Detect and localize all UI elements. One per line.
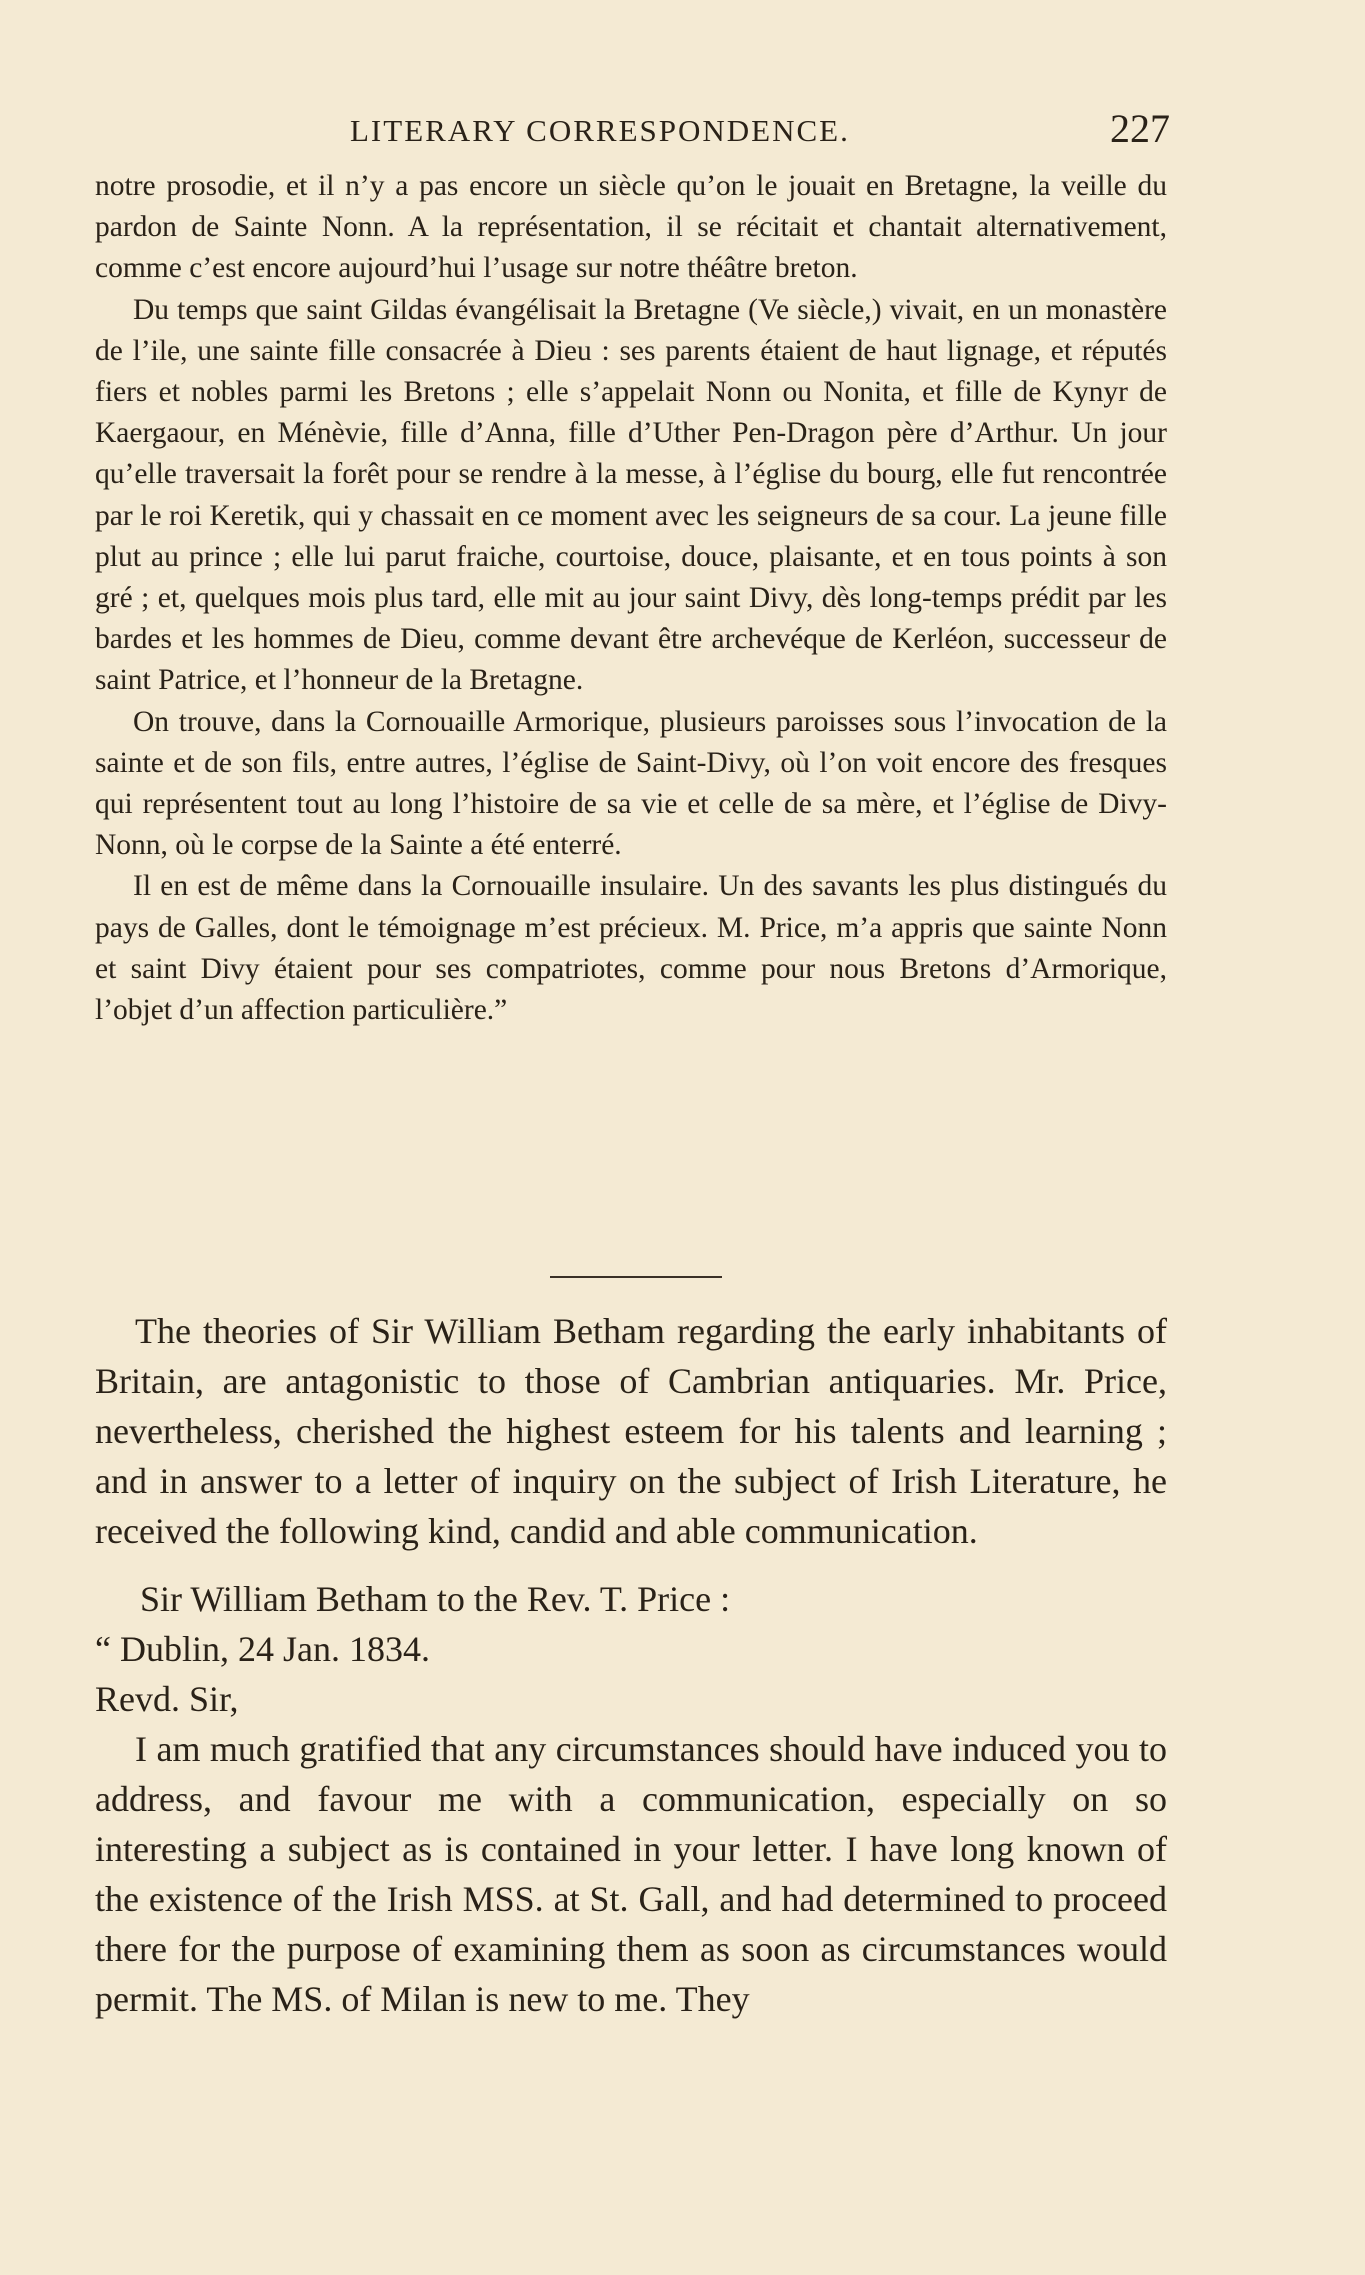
page-number: 227	[1110, 106, 1170, 151]
letter-body: I am much gratified that any circumstances should have induced you to address, and favour me with a communication, especially on so interesting a subject as is contained in your letter. I have long known of the existence of the Irish MSS. at St. Gall, and had determined to proceed there for the purpose of examining them as soon as circumstances would permit. The MS. of Milan is new to me. They	[95, 1729, 1167, 2019]
running-head: LITERARY CORRESPONDENCE.	[350, 113, 850, 148]
quote-paragraph-3: On trouve, dans la Cornouaille Armorique, plusieurs paroisses sous l’invocation de la sainte et de son fils, entre autres, l’église de Saint-Divy, où l’on voit encore des fresques qui représentent tout au long l’histoire de sa vie et celle de sa mère, et l’église de Divy-Nonn, où le corpse de la Sainte a été enterré.	[95, 705, 1167, 862]
letter-dateline: “ Dublin, 24 Jan. 1834.	[95, 1629, 430, 1669]
letter-salutation: Revd. Sir,	[95, 1679, 239, 1719]
intro-paragraph: The theories of Sir William Betham regarding the early inhabitants of Britain, are antagonistic to those of Cambrian antiquaries. Mr. Price, nevertheless, cherished the highest esteem for his talents and learning ; and in answer to a letter of inquiry on the subject of Irish Literature, he received the following kind, candid and able communication.	[95, 1311, 1167, 1551]
page-header	[95, 105, 1170, 165]
quote-paragraph-2: Du temps que saint Gildas évangélisait la Bretagne (Ve siècle,) vivait, en un monastère de l’ile, une sainte fille consacrée à Dieu : ses parents étaient de haut lignage, et réputés fiers et nobles parmi les Bretons ; elle s’appelait Nonn ou Nonita, et fille de Kynyr de Kaergaour, en Ménèvie, fille d’Anna, fille d’Uther Pen-Dragon père d’Arthur. Un jour qu’elle traversait la forêt pour se rendre à la messe, à l’église du bourg, elle fut rencontrée par le roi Keretik, qui y chassait en ce moment avec les seigneurs de sa cour. La jeune fille plut au prince ; elle lui parut fraiche, courtoise, douce, plaisante, et en tous points à son gré ; et, quelques mois plus tard, elle mit au jour saint Divy, dès long-temps prédit par les bardes et les hommes de Dieu, comme devant être archevéque de Kerléon, successeur de saint Patrice, et l’honneur de la Bretagne.	[95, 293, 1167, 697]
section-divider	[550, 1276, 722, 1278]
letter-address: Sir William Betham to the Rev. T. Price :	[140, 1579, 731, 1619]
letter-section	[95, 1306, 1167, 2024]
quote-paragraph-4: Il en est de même dans la Cornouaille insulaire. Un des savants les plus distingués du pays de Galles, dont le témoignage m’est précieux. M. Price, m’a appris que sainte Nonn et saint Divy étaient pour ses compatriotes, comme pour nous Bretons d’Armorique, l’objet d’un affection particulière.”	[95, 870, 1167, 1027]
quote-paragraph-1: notre prosodie, et il n’y a pas encore un siècle qu’on le jouait en Bretagne, la veille du pardon de Sainte Nonn. A la représentation, il se récitait et chantait alternativement, comme c’est encore aujourd’hui l’usage sur notre théâtre breton.	[95, 170, 1167, 285]
french-quotation	[95, 166, 1167, 1031]
